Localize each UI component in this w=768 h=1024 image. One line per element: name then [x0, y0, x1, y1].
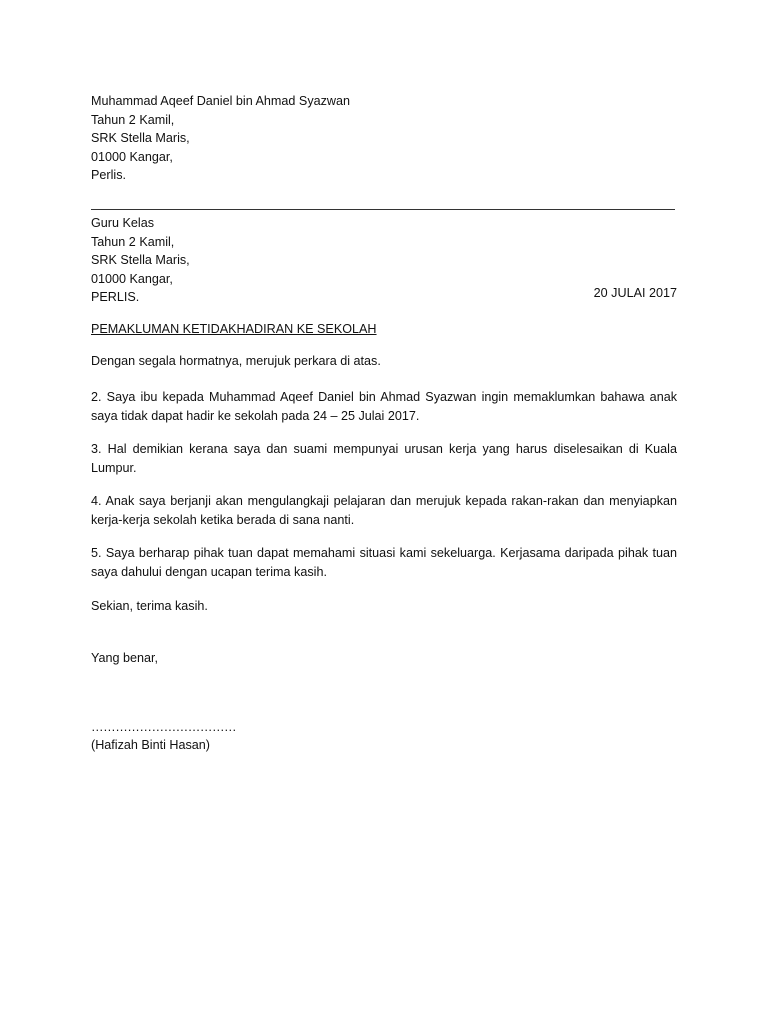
- recipient-state: PERLIS.: [91, 290, 140, 304]
- sender-postcode-city: 01000 Kangar,: [91, 149, 173, 164]
- recipient-class: Tahun 2 Kamil,: [91, 234, 175, 249]
- sender-school: SRK Stella Maris,: [91, 131, 190, 145]
- paragraph-5: 5. Saya berharap pihak tuan dapat memahami situasi kami sekeluarga. Kerjasama daripada pihak tuan saya dahului dengan ucapan terima kasih.: [91, 546, 677, 579]
- sender-class: Tahun 2 Kamil,: [91, 112, 175, 127]
- letter-date: 20 JULAI 2017: [593, 286, 677, 300]
- separator-line: [91, 209, 675, 210]
- letter-subject: PEMAKLUMAN KETIDAKHADIRAN KE SEKOLAH: [91, 322, 377, 336]
- valediction: Yang benar,: [91, 651, 158, 665]
- sender-address: [91, 92, 677, 185]
- signature-dots: ………………………………: [91, 720, 237, 734]
- sender-name: Muhammad Aqeef Daniel bin Ahmad Syazwan: [91, 94, 351, 108]
- greeting-paragraph: Dengan segala hormatnya, merujuk perkara di atas.: [91, 354, 381, 368]
- paragraph-2: 2. Saya ibu kepada Muhammad Aqeef Daniel bin Ahmad Syazwan ingin memaklumkan bahawa anak saya tidak dapat hadir ke sekolah pada 24 – 25 Julai 2017.: [91, 390, 677, 423]
- recipient-school: SRK Stella Maris,: [91, 253, 190, 267]
- recipient-postcode-city: 01000 Kangar,: [91, 271, 173, 286]
- closing-line: Sekian, terima kasih.: [91, 599, 208, 613]
- recipient-address: [91, 214, 677, 307]
- recipient-title: Guru Kelas: [91, 216, 154, 230]
- paragraph-3: 3. Hal demikian kerana saya dan suami mempunyai urusan kerja yang harus diselesaikan di Kuala Lumpur.: [91, 442, 677, 475]
- paragraph-4: 4. Anak saya berjanji akan mengulangkaji pelajaran dan merujuk kepada rakan-rakan dan menyiapkan kerja-kerja sekolah ketika berada di sana nanti.: [91, 494, 677, 527]
- signer-name: (Hafizah Binti Hasan): [91, 738, 210, 752]
- sender-state: Perlis.: [91, 168, 126, 182]
